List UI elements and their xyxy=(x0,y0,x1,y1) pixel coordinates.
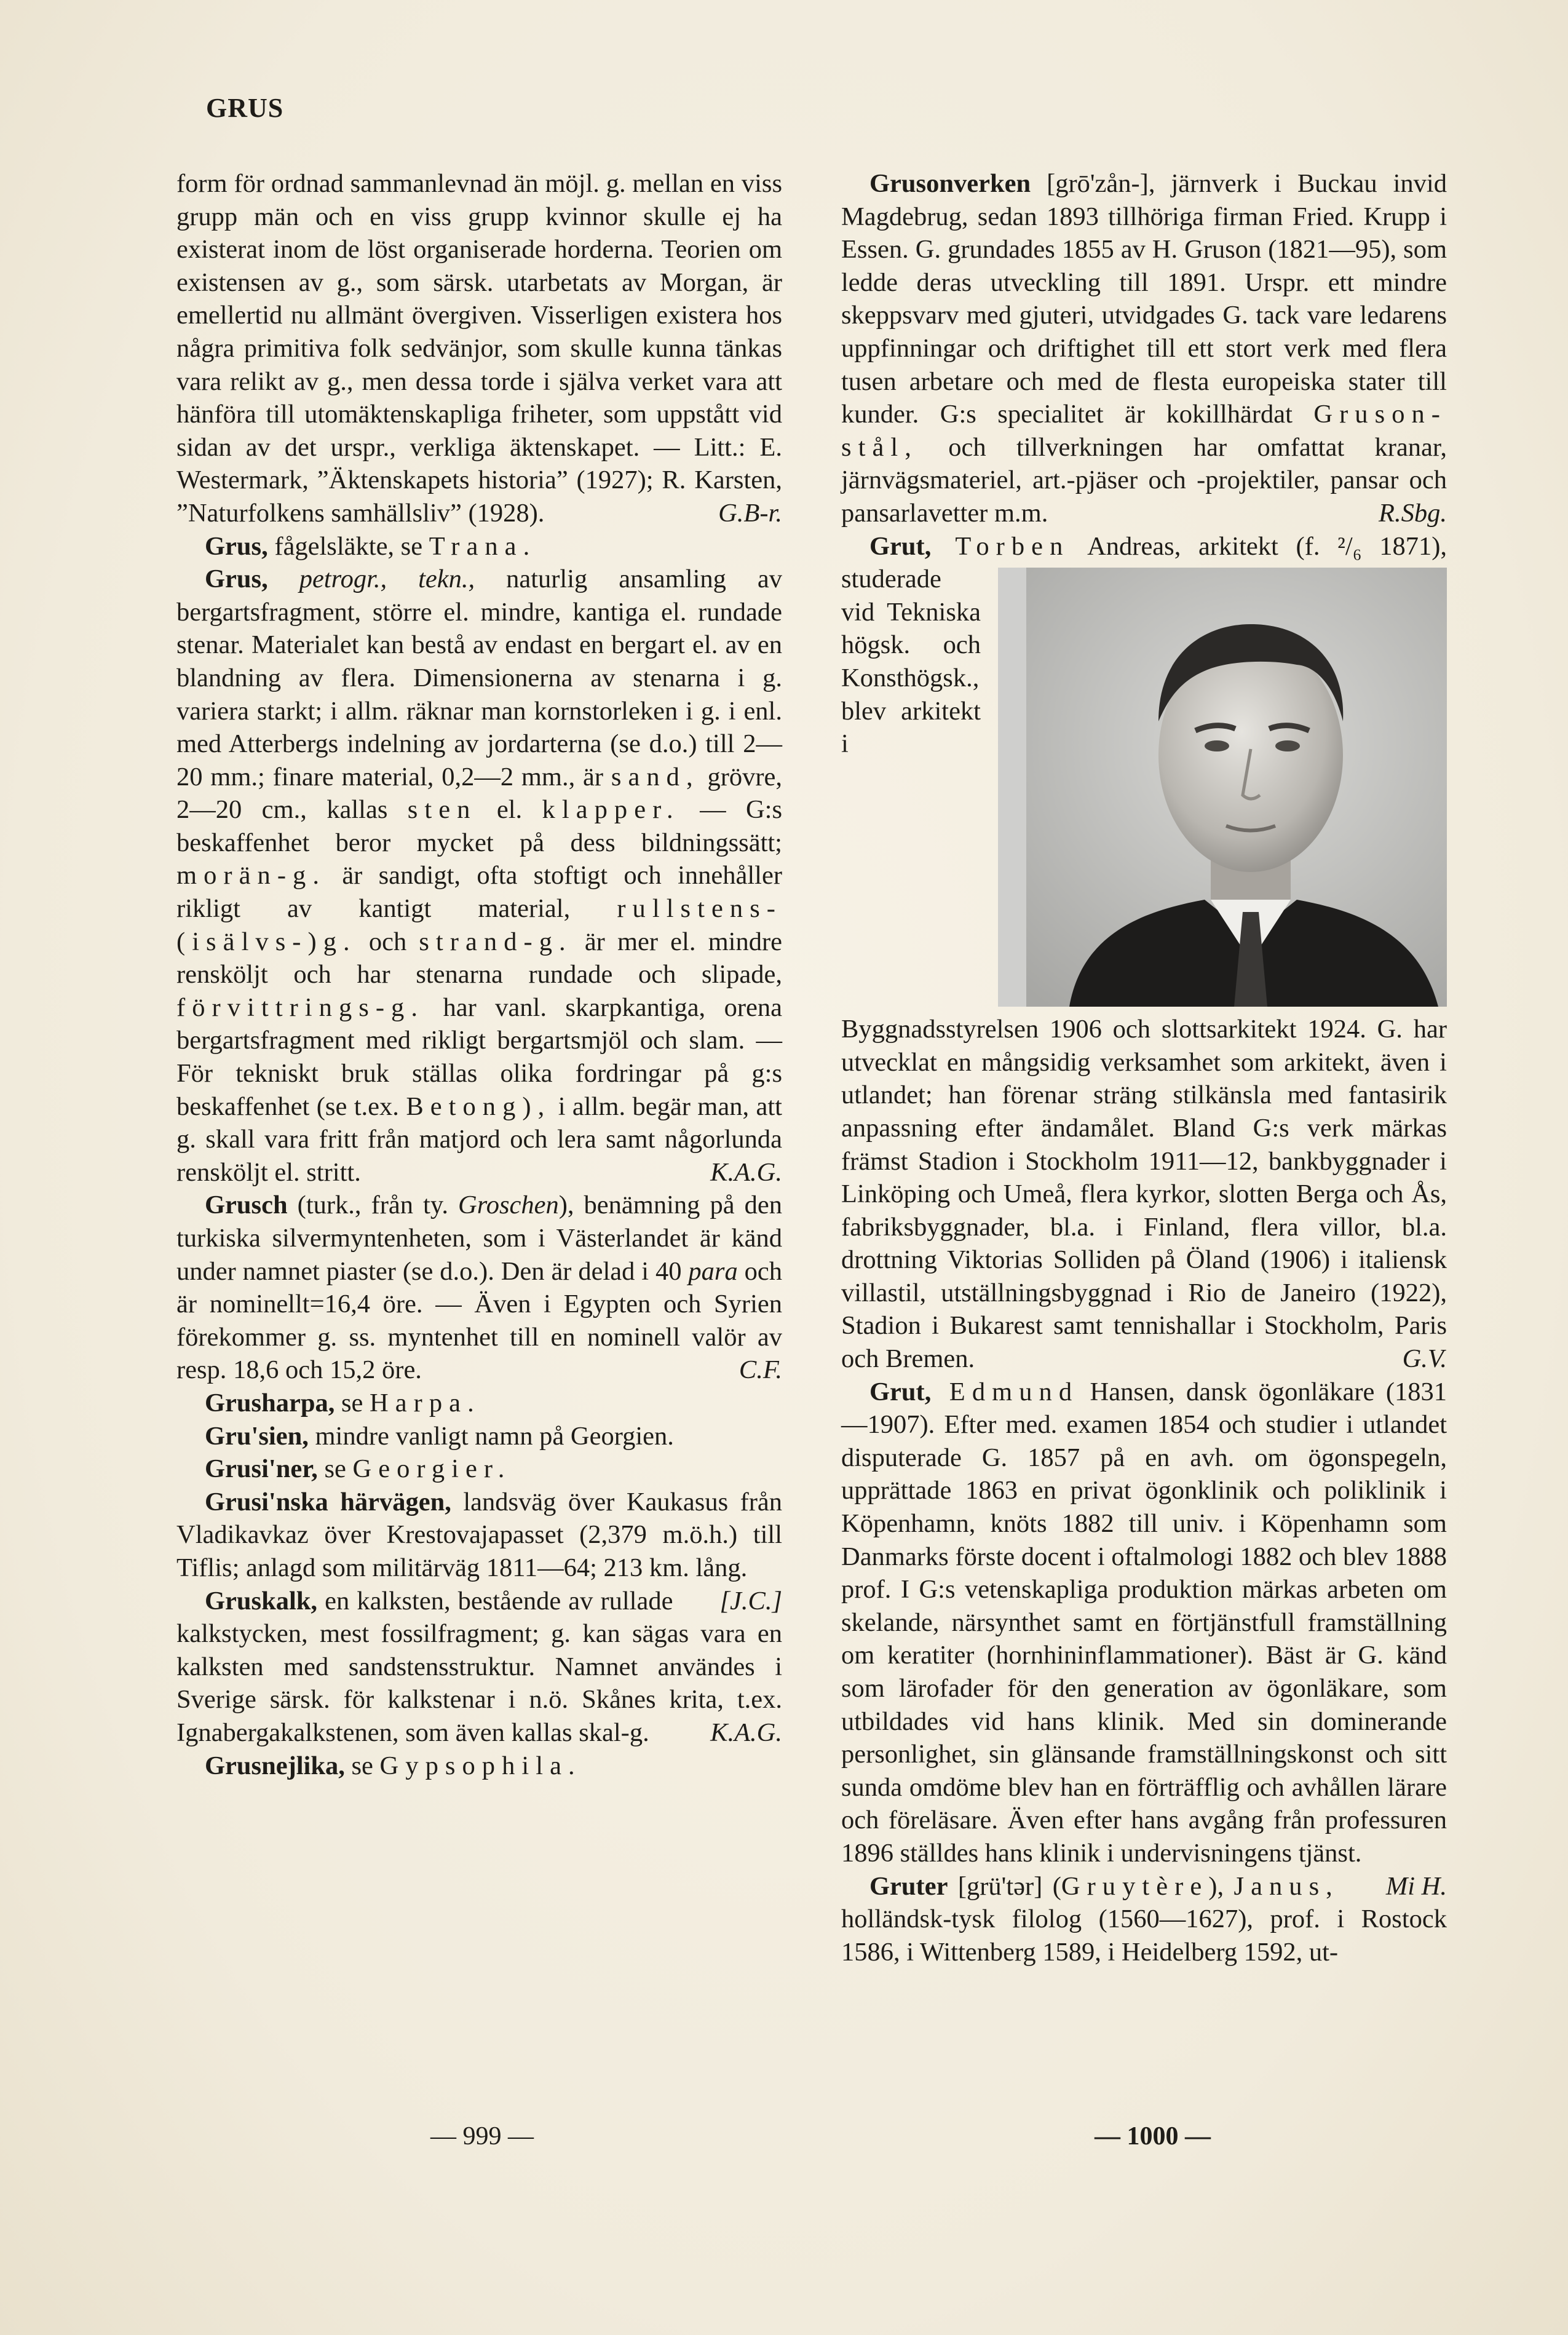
entry-text: är sandigt, ofta stoftigt och innehåller rikligt av kantigt material, xyxy=(176,861,782,924)
spaced-term: sten xyxy=(407,795,477,825)
entry-text: naturlig ansamling av bergartsfragment, större el. mindre, kantiga el. rundade stenar. Materialet kan bestå av endast en bergart el. av en blandning av flera. Dimensionerna av stenarna i g. variera starkt; i allm. räknar man kornstorleken i g. i enl. med Atterbergs indelning av jordarterna (se d.o.) till 2—20 mm.; finare material, 0,2—2 mm., är xyxy=(176,565,782,791)
headword: Gruter xyxy=(869,1871,948,1901)
author-signature: R.Sbg. xyxy=(1379,498,1447,528)
portrait-photo xyxy=(998,568,1447,1007)
entry-text: och är nominellt=16,4 öre. — Även i Egypten och Syrien förekommer g. ss. myntenhet till en nominell valör av resp. 18,6 och 15,2 öre. xyxy=(176,1256,782,1385)
entry-text: holländsk-tysk filolog (1560—1627), prof. i Rostock 1586, i Wittenberg 1589, i Heidelberg 1592, ut- xyxy=(841,1905,1447,1967)
entry-grusnejlika xyxy=(176,1750,782,1783)
spaced-term: klapper. xyxy=(542,795,680,825)
entry-text: är mer el. mindre rensköljt och har stenarna rundade och slipade, xyxy=(176,927,782,989)
author-signature: C.F. xyxy=(738,1355,782,1385)
entry-text: grövre, 2—20 cm., kallas xyxy=(176,762,783,825)
entry-text: form för ordnad sammanlevnad än möjl. g. mellan en viss grupp män och en viss grupp kvinnor skulle ej ha existerat inom de löst organiserade horderna. Teorien om existensen av g., som särsk. utarbetats av Morgan, är emellertid nu allmänt övergiven. Visserligen existera hos några primitiva folk sedvänjor, som skulle kunna tänkas vara relikt av g., men dessa torde i själva verket vara att hänföra till utomäktenskapliga friheter, som uppstått vid sidan av det urspr., verkliga äktenskapet. — Litt.: E. Westermark, ”Äktenskapets historia” (1927); R. Karsten, ”Naturfolkens samhällsliv” (1928). xyxy=(176,169,782,528)
spaced-term: Gruytère xyxy=(1061,1871,1209,1901)
spaced-term: strand-g. xyxy=(419,927,572,956)
entry-text: och tillverkningen har omfattat kranar, järnvägsmateriel, art.-pjäser och -projektiler, pansar och pansarlavetter m.m. xyxy=(841,432,1447,528)
entry-text: (turk., från ty. xyxy=(287,1191,459,1220)
entry-text: Hansen, dansk ögonläkare (1831—1907). Efter med. examen 1854 och studier i utlandet disputerade G. 1857 på en avh. om ögonspegeln, upprättade 1863 en privat ögonklinik och poliklinik i Köpenhamn, knöts 1882 till univ. i Köpenhamn som Danmarks förste docent i oftalmologi 1882 och blev 1888 prof. I G:s vetenskapliga produktion märkas arbeten om skelande, närsynthet samt en förtjänstfull framställning om keratiter (hornhininflammationer). Bäst är G. känd som lärofader för den generation av ögonläkare, som utbildades vid hans klinik. Med sin dominerande personlighet, sin glänsande framställningskonst och sitt sunda omdöme blev han en förträfflig och avhållen lärare och föreläsare. Även efter hans avgång från professuren 1896 ställdes hans klinik i undervisningens tjänst. xyxy=(841,1377,1447,1868)
spaced-term: förvittrings-g. xyxy=(176,993,425,1022)
spaced-term: Betong), xyxy=(406,1092,552,1121)
cross-reference: Georgier. xyxy=(352,1454,512,1484)
entry-grusch xyxy=(176,1189,782,1387)
headword: Grusi'nska härvägen, xyxy=(205,1487,451,1516)
entry-text: [grü'tər] ( xyxy=(948,1871,1061,1901)
entry-grusharpa xyxy=(176,1387,782,1420)
entry-grusiner xyxy=(176,1453,782,1486)
spaced-term: Gruson-stål, xyxy=(841,400,1447,462)
foreign-term: para xyxy=(688,1256,738,1286)
cross-reference: Gypsophila. xyxy=(379,1751,582,1780)
page-number-left: — 999 — xyxy=(430,2122,534,2151)
author-signature: K.A.G. xyxy=(710,1718,782,1747)
author-signature: Mi H. xyxy=(1385,1871,1447,1901)
entry-text: har vanl. skarpkantiga, orena bergartsfragment med rikligt bergartsmjöl och slam. — För tekniskt bruk ställas olika fordringar på g:s beskaffenhet (se t.ex. xyxy=(176,993,782,1121)
entry-text: se xyxy=(344,1751,380,1780)
foreign-term: Groschen xyxy=(458,1191,559,1220)
headword: Grut, xyxy=(869,531,932,561)
spaced-term: morän-g. xyxy=(176,861,327,890)
author-signature: G.B-r. xyxy=(718,498,782,528)
author-signature: G.V. xyxy=(1402,1344,1447,1374)
entry-text: ), benämning på den turkiska silvermyntenheten, som i Västerlandet är känd under namnet piaster (se d.o.). Den är delad i 40 xyxy=(176,1191,782,1286)
spaced-term: rullstens-(isälvs-)g. xyxy=(176,894,782,956)
cross-reference: Trana. xyxy=(429,531,537,561)
headword: Gru'sien, xyxy=(205,1421,309,1451)
entry-continuation xyxy=(176,167,782,530)
headword: Grusnejlika, xyxy=(205,1751,345,1780)
headword: Grusharpa, xyxy=(205,1388,335,1417)
spaced-term: sand, xyxy=(611,762,700,791)
entry-text: landsväg över Kaukasus från Vladikavkaz över Krestovajapasset (2,379 m.ö.h.) till Tiflis; anlagd som militärväg 1811—64; 213 km. lång. xyxy=(176,1487,782,1582)
entry-grus-geology xyxy=(176,563,782,1189)
left-column xyxy=(176,167,782,1782)
entry-text: se xyxy=(317,1454,353,1484)
entry-text: en kalksten, bestående av rullade kalkstycken, mest fossilfragment; g. kan sägas vara en kalksten med sandstensstruktur. Namnet användes i Sverige särsk. för kalkstenar i n.ö. Skånes krita, t.ex. Ignabergakalkstenen, som även kallas skal-g. xyxy=(176,1586,782,1747)
headword: Grus, xyxy=(205,565,268,594)
entry-text: [grō'zån-], järnverk i Buckau invid Magdebrug, sedan 1893 tillhöriga firman Fried. Krupp i Essen. G. grundades 1855 av H. Gruson (1821—95), som ledde deras utveckling till 1891. Urspr. ett mindre skeppsvarv med gjuteri, utvidgades G. tack vare ledarens uppfinningar och driftighet till ett stort verk med flera tusen arbetare och med de flesta europeiska stater till kunder. G:s specialitet är kokillhärdat xyxy=(841,169,1447,429)
headword: Grusonverken xyxy=(869,169,1031,198)
entry-grut-torben xyxy=(841,530,1447,1376)
author-signature: K.A.G. xyxy=(710,1157,782,1187)
headword: Grusch xyxy=(205,1191,288,1220)
entry-text: fågelsläkte, se xyxy=(267,531,429,561)
page-number-right: — 1000 — xyxy=(1095,2122,1211,2151)
entry-text: mindre vanligt namn på Georgien. xyxy=(308,1421,674,1451)
headword: Grut, xyxy=(869,1377,932,1406)
cross-reference: Harpa. xyxy=(370,1388,481,1417)
entry-text: el. xyxy=(477,795,542,825)
running-header: GRUS xyxy=(206,93,284,123)
entry-text: — G:s beskaffenhet beror mycket på dess bildningssätt; xyxy=(176,795,783,857)
spaced-term: Janus, xyxy=(1233,1871,1339,1901)
field-label: petrogr., tekn., xyxy=(267,565,475,594)
right-column xyxy=(841,167,1447,1968)
entry-grusien xyxy=(176,1420,782,1453)
entry-text: och xyxy=(356,927,419,956)
entry-grus-bird xyxy=(176,530,782,563)
entry-grusonverken xyxy=(841,167,1447,530)
author-signature: [J.C.] xyxy=(719,1586,782,1615)
headword: Gruskalk, xyxy=(205,1586,318,1615)
entry-text: Andreas, arkitekt (f. ²/₆ 1871), studerade vid Tekniska högsk. och Konsthögsk., blev arkitekt i Byggnadsstyrelsen 1906 och slottsarkitekt 1924. G. har utvecklat en mångsidig verksamhet som arkitekt, även i utlandet; han förenar sträng stilkänsla med fantasirik anpassning efter ändamålet. Bland G:s verk märkas främst Stadion i Stockholm 1911—12, bankbyggnader i Linköping och Umeå, flera kyrkor, slotten Berga och Ås, fabriksbyggnader, bl.a. i Finland, flera villor, bl.a. drottning Viktorias Solliden på Öland (1906) i italiensk villastil, utställningsbyggnad i Rio de Janeiro (1922), Stadion i Bukarest samt tennishallar i Stockholm, Paris och Bremen. xyxy=(841,531,1447,1374)
spaced-term: Edmund xyxy=(931,1377,1079,1406)
headword: Grus, xyxy=(205,531,268,561)
portrait-illustration xyxy=(1026,568,1447,1007)
entry-text: i allm. begär man, att g. skall vara fritt från matjord och lera samt någorlunda rensköljt el. stritt. xyxy=(176,1092,782,1187)
headword: Grusi'ner, xyxy=(205,1454,318,1484)
entry-text: se xyxy=(335,1388,370,1417)
entry-text: ), xyxy=(1208,1871,1234,1901)
spaced-term: Torben xyxy=(931,531,1070,561)
